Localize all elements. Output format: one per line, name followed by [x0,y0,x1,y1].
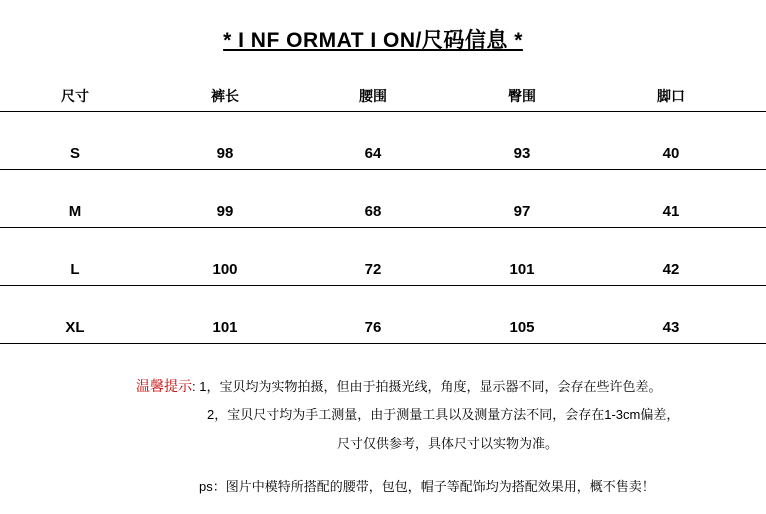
row-size: XL [65,319,85,336]
row-hip: 93 [513,145,531,162]
header-waist: 腰围 [359,88,387,104]
header-length: 裤长 [211,88,239,104]
row-length: 101 [212,319,238,336]
row-leg-opening: 41 [662,203,680,220]
page-title: * I NF ORMAT I ON/尺码信息 * [223,29,523,52]
table-rule [0,227,766,228]
row-waist: 64 [364,145,382,162]
table-row [0,142,766,166]
note-colon: : [192,379,196,394]
note-line-1 [136,377,661,396]
row-length: 98 [216,145,234,162]
table-rule [0,169,766,170]
table-row [0,200,766,224]
row-size: M [68,203,82,220]
table-row [0,258,766,282]
row-waist: 72 [364,261,382,278]
header-hip: 臀围 [508,88,536,104]
note-line-3: 尺寸仅供参考，具体尺寸以实物为准。 [337,436,559,451]
row-waist: 68 [364,203,382,220]
note-label: 温馨提示 [136,378,192,394]
size-table-header [0,84,766,108]
header-size: 尺寸 [61,88,89,104]
row-leg-opening: 40 [662,145,680,162]
row-waist: 76 [364,319,382,336]
ps-note: ps：图片中模特所搭配的腰带，包包，帽子等配饰均为搭配效果用，概不售卖！ [199,479,655,494]
row-hip: 97 [513,203,531,220]
table-rule [0,343,766,344]
row-hip: 105 [509,319,535,336]
table-rule [0,111,766,112]
row-size: S [69,145,80,162]
table-rule [0,285,766,286]
note-line-1-text: 1，宝贝均为实物拍摄，但由于拍摄光线，角度，显示器不同，会存在些许色差。 [199,379,662,394]
row-leg-opening: 43 [662,319,680,336]
note-line-2: 2，宝贝尺寸均为手工测量，由于测量工具以及测量方法不同，会存在1-3cm偏差， [207,407,680,422]
row-leg-opening: 42 [662,261,680,278]
row-size: L [70,261,80,278]
header-leg-opening: 脚口 [657,88,685,104]
row-hip: 101 [509,261,535,278]
row-length: 99 [216,203,234,220]
row-length: 100 [212,261,238,278]
table-row [0,316,766,340]
